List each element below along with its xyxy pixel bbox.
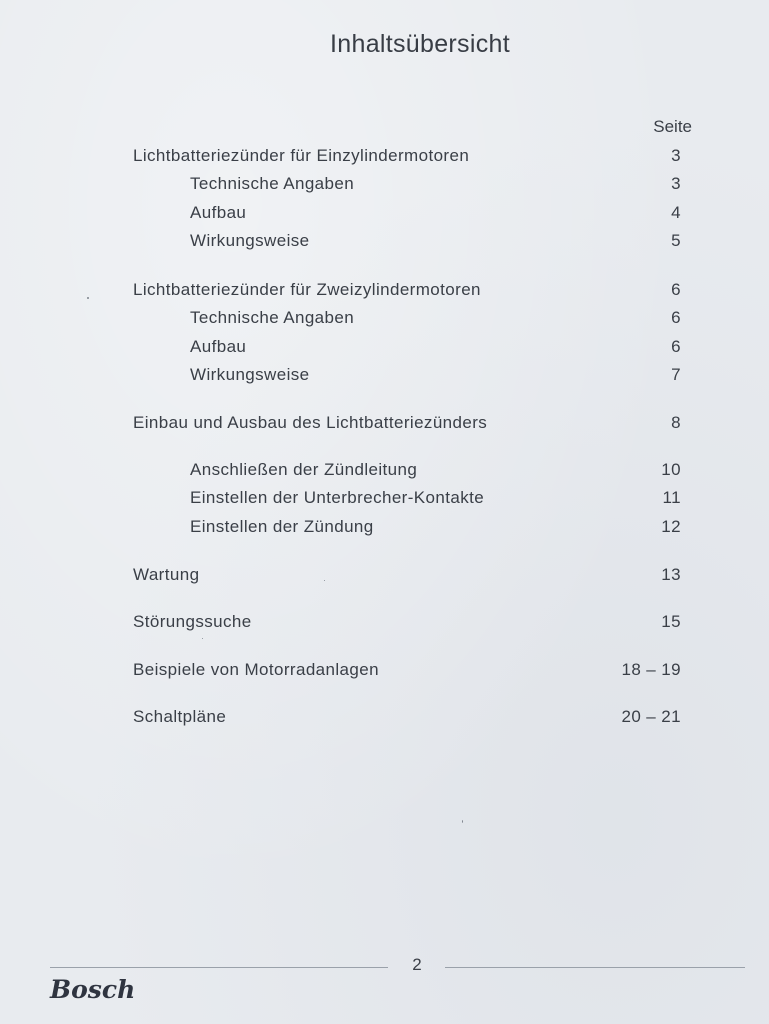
toc-entry-page: 4 xyxy=(671,203,681,222)
toc-entry-page: 6 xyxy=(671,337,681,356)
toc-entry-label: Wartung xyxy=(133,565,200,584)
toc-entry-page: 20 – 21 xyxy=(621,707,681,726)
toc-entry-label: Wirkungsweise xyxy=(190,231,310,250)
toc-entry-page: 11 xyxy=(662,488,681,507)
toc-entry xyxy=(0,280,769,304)
toc-entry xyxy=(0,660,769,684)
page-title: Inhaltsübersicht xyxy=(330,30,510,58)
toc-entry-page: 13 xyxy=(661,565,681,584)
print-speck xyxy=(324,580,325,581)
toc-entry xyxy=(0,612,769,636)
toc-entry-page: 18 – 19 xyxy=(621,660,681,679)
toc-subentry xyxy=(0,337,769,361)
toc-entry-page: 10 xyxy=(661,460,681,479)
toc-subentry xyxy=(0,517,769,541)
toc-entry-label: Aufbau xyxy=(190,337,247,356)
toc-entry-label: Lichtbatteriezünder für Einzylindermotoren xyxy=(133,146,470,165)
page-number: 2 xyxy=(412,955,422,974)
toc-entry-label: Wirkungsweise xyxy=(190,365,310,384)
toc-entry-page: 6 xyxy=(671,280,681,299)
page-column-header: Seite xyxy=(653,117,692,136)
toc-entry-label: Einstellen der Unterbrecher-Kontakte xyxy=(190,488,485,507)
toc-entry-label: Technische Angaben xyxy=(190,174,355,193)
toc-entry-page: 3 xyxy=(671,174,681,193)
toc-subentry xyxy=(0,203,769,227)
toc-subentry xyxy=(0,460,769,484)
toc-entry xyxy=(0,707,769,731)
footer-rule-right xyxy=(445,967,745,968)
print-speck xyxy=(462,820,463,823)
toc-entry-page: 12 xyxy=(661,517,681,536)
toc-entry xyxy=(0,413,769,437)
toc-entry-page: 8 xyxy=(671,413,681,432)
toc-subentry xyxy=(0,174,769,198)
bosch-logo xyxy=(48,972,143,1006)
toc-entry-label: Einbau und Ausbau des Lichtbatteriezünders xyxy=(133,413,488,432)
toc-entry xyxy=(0,146,769,170)
toc-subentry xyxy=(0,488,769,512)
toc-entry-label: Aufbau xyxy=(190,203,247,222)
toc-entry-label: Beispiele von Motorradanlagen xyxy=(133,660,379,679)
toc-entry-label: Anschließen der Zündleitung xyxy=(190,460,418,479)
toc-entry-page: 6 xyxy=(671,308,681,327)
toc-entry-page: 5 xyxy=(671,231,681,250)
toc-entry-label: Schaltpläne xyxy=(133,707,227,726)
toc-subentry xyxy=(0,231,769,255)
toc-entry-page: 15 xyxy=(661,612,681,631)
toc-entry xyxy=(0,565,769,589)
footer-rule-left xyxy=(50,967,388,968)
bosch-logo-text: Bosch xyxy=(50,975,136,1004)
toc-entry-label: Einstellen der Zündung xyxy=(190,517,374,536)
toc-entry-page: 3 xyxy=(671,146,681,165)
print-speck xyxy=(87,297,89,299)
toc-subentry xyxy=(0,308,769,332)
toc-entry-label: Störungssuche xyxy=(133,612,252,631)
toc-subentry xyxy=(0,365,769,389)
toc-entry-label: Technische Angaben xyxy=(190,308,355,327)
print-speck xyxy=(202,638,203,639)
toc-entry-label: Lichtbatteriezünder für Zweizylindermotoren xyxy=(133,280,481,299)
toc-entry-page: 7 xyxy=(671,365,681,384)
